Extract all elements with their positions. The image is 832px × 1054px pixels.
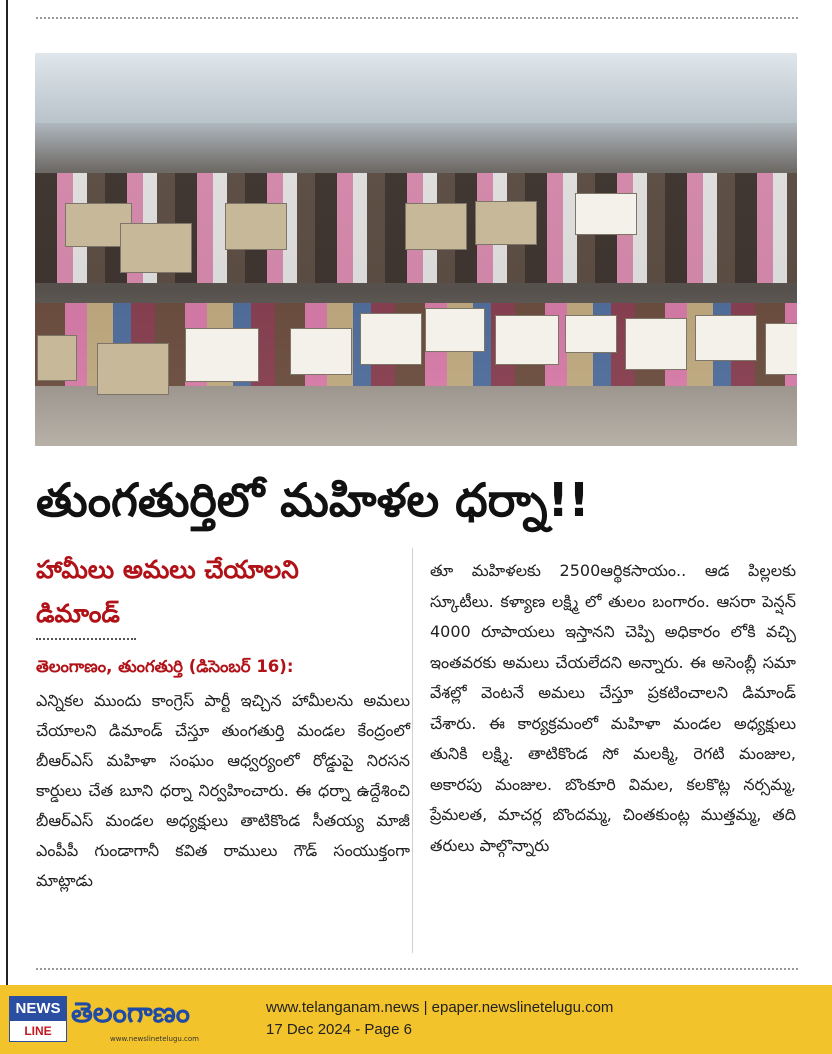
logo-news-text: NEWS: [10, 997, 66, 1021]
footer-links[interactable]: www.telanganam.news | epaper.newslinetelugu.com: [266, 999, 614, 1016]
subheadline-line-1: హామీలు అమలు చేయాలని: [36, 555, 299, 584]
subheadline: [36, 548, 406, 636]
footer-bar: [0, 985, 832, 1054]
article-body-left-column: ఎన్నికల ముందు కాంగ్రెస్ పార్టీ ఇచ్చిన హామీలను అమలు చేయాలని డిమాండ్ చేస్తూ తుంగతుర్తి మండల కేంద్రంలో బీఆర్ఎస్ మహిళా సంఘం ఆధ్వర్యంలో రోడ్డుపై నిరసన కార్డులు చేత బూని ధర్నా నిర్వహించారు. ఈ ధర్నా ఉద్దేశించి బీఆర్ఎస్ మండల అధ్యక్షులు తాటికొండ సీతయ్య మాజీ ఎంపీపీ గుండాగానీ కవిత రాములు గౌడ్ సంయుక్తంగా మాట్లాడు: [36, 691, 410, 890]
article-body-right-column: తూ మహిళలకు 2500ఆర్థికసాయం.. ఆడ పిల్లలకు స్కూటీలు. కళ్యాణ లక్ష్మి లో తులం బంగారం. ఆసరా పెన్షన్ 4000 రూపాయలు ఇస్తానని చెప్పి అధికారం లోకి వచ్చి ఇంతవరకు అమలు చేయలేదని అన్నారు. ఈ అసెంబ్లీ సమా వేశల్లో వెంటనే అమలు చేస్తూ ప్రకటించాలని డిమాండ్ చేశారు. ఈ కార్యక్రమంలో మహిళా మండల అధ్యక్షులు తునికి లక్ష్మి. తాటికొండ సో మలక్మి, రెగటి మంజుల, అకారపు మంజుల. బొంకూరి విమల, కలకొట్ల నర్సమ్మ, ప్రేమలత, మాచర్ల బొందమ్మ, చింతకుంట్ల ముత్తమ్మ, తది తరులు పాల్గొన్నారు: [430, 561, 796, 855]
newsline-logo[interactable]: [9, 996, 67, 1042]
footer-date-page: 17 Dec 2024 - Page 6: [266, 1021, 412, 1038]
bottom-dotted-rule: [36, 968, 798, 970]
telanganam-logo[interactable]: తెలంగాణం: [71, 996, 190, 1029]
headline: తుంగతుర్తిలో మహిళల ధర్నా!!: [36, 473, 590, 527]
logo-line-text: LINE: [24, 1024, 52, 1038]
logo-website: www.newslinetelugu.com: [110, 1035, 199, 1043]
protest-photo: [35, 53, 797, 446]
dateline: తెలంగాణం, తుంగతుర్తి (డిసెంబర్ 16):: [36, 657, 294, 676]
top-dotted-rule: [36, 17, 798, 19]
column-divider: [412, 548, 413, 953]
subheadline-line-2: డిమాండ్: [36, 599, 120, 628]
left-margin-rule: [6, 0, 8, 985]
subhead-dotted-rule: [36, 638, 136, 640]
